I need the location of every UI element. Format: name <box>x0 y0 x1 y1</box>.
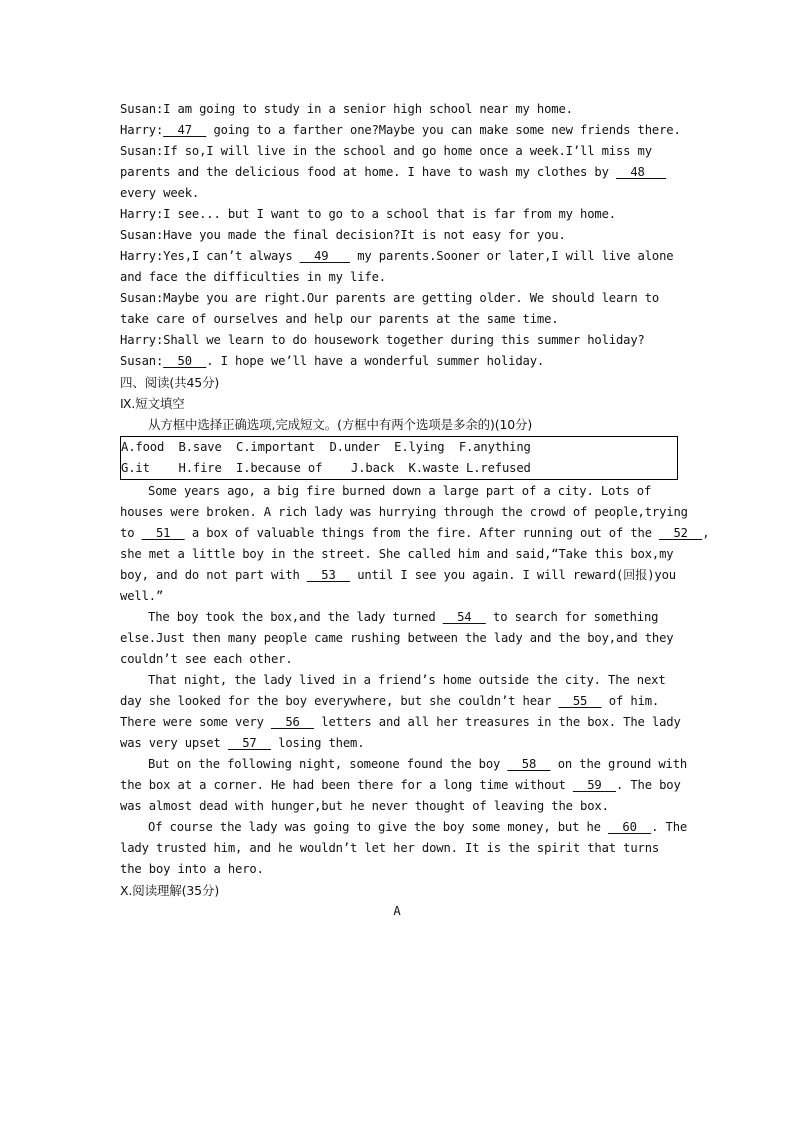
line-text: on the ground with <box>550 757 688 771</box>
line-text: Harry:Yes,I can’t always <box>120 249 300 263</box>
passage-block <box>120 481 710 880</box>
dialogue-line <box>120 288 680 309</box>
line-text: my parents.Sooner or later,I will live alone <box>350 249 674 263</box>
line-text: . The <box>651 820 688 834</box>
line-text: day she looked for the boy everywhere, but she couldn’t hear <box>120 694 559 708</box>
line-text: parents and the delicious food at home. I have to wash my clothes by <box>120 165 616 179</box>
passage-line <box>120 607 680 628</box>
passage-line <box>120 670 680 691</box>
line-text: was very upset <box>120 736 228 750</box>
answer-blank[interactable]: 54 <box>442 610 486 624</box>
line-text: the boy into a hero. <box>120 862 264 876</box>
passage-line <box>120 649 680 670</box>
passage-line <box>120 544 680 565</box>
passage-line <box>120 691 680 712</box>
dialogue-line <box>120 204 680 225</box>
line-text: losing them. <box>270 736 365 750</box>
options-box <box>120 436 678 480</box>
answer-blank[interactable]: 47 <box>163 123 207 137</box>
line-text: Susan:I am going to study in a senior high school near my home. <box>120 102 573 116</box>
section-ten-heading: Ⅹ.阅读理解(35分) <box>120 883 220 898</box>
options-row-1: A.food B.save C.important D.under E.lying F.anything <box>121 440 531 454</box>
line-text: a box of valuable things from the fire. After running out of the <box>184 526 660 540</box>
line-text: the box at a corner. He had been there for a long time without <box>120 778 573 792</box>
line-text: lady trusted him, and he wouldn’t let her down. It is the spirit that turns <box>120 841 660 855</box>
dialogue-line <box>120 330 680 351</box>
dialogue-line <box>120 120 680 141</box>
line-text: Of course the lady was going to give the boy some money, but he <box>148 820 608 834</box>
dialogue-line <box>120 183 680 204</box>
dialogue-line <box>120 162 680 183</box>
line-text: boy, and do not part with <box>120 568 307 582</box>
line-text: . The boy <box>615 778 681 792</box>
answer-blank[interactable]: 55 <box>558 694 602 708</box>
line-text: Susan:Have you made the final decision?It is not easy for you. <box>120 228 566 242</box>
line-text: couldn’t see each other. <box>120 652 293 666</box>
passage-line <box>120 523 710 544</box>
options-row-2: G.it H.fire I.because of J.back K.waste L.refused <box>121 461 531 475</box>
line-text: and face the difficulties in my life. <box>120 270 386 284</box>
dialogue-block <box>120 99 680 372</box>
passage-line <box>120 565 680 586</box>
answer-blank[interactable]: 59 <box>572 778 616 792</box>
line-text: houses were broken. A rich lady was hurrying through the crowd of people,trying <box>120 505 688 519</box>
line-text: , <box>702 526 710 540</box>
document-page <box>120 99 710 918</box>
line-text: of him. <box>601 694 660 708</box>
section-nine-heading: Ⅸ.短文填空 <box>120 396 185 411</box>
dialogue-line <box>120 309 680 330</box>
answer-blank[interactable]: 56 <box>270 715 315 729</box>
line-text: That night, the lady lived in a friend’s home outside the city. The next <box>148 673 666 687</box>
dialogue-line <box>120 225 680 246</box>
line-text: well.” <box>120 589 164 603</box>
line-text: There were some very <box>120 715 271 729</box>
answer-blank[interactable]: 52 <box>659 526 703 540</box>
dialogue-line <box>120 267 680 288</box>
answer-blank[interactable]: 50 <box>163 354 207 368</box>
line-text: take care of ourselves and help our parents at the same time. <box>120 312 559 326</box>
answer-blank[interactable]: 60 <box>608 820 652 834</box>
passage-line <box>120 628 680 649</box>
answer-blank[interactable]: 53 <box>306 568 350 582</box>
dialogue-line <box>120 351 680 372</box>
answer-blank[interactable]: 57 <box>227 736 271 750</box>
passage-line <box>120 502 688 523</box>
line-text: Susan:If so,I will live in the school and go home once a week.I’ll miss my <box>120 144 652 158</box>
dialogue-line <box>120 99 680 120</box>
dialogue-line <box>120 246 680 267</box>
line-text: Harry:Shall we learn to do housework together during this summer holiday? <box>120 333 645 347</box>
passage-line <box>120 712 680 733</box>
passage-line <box>120 859 680 880</box>
passage-line <box>120 586 680 607</box>
line-text: Harry:I see... but I want to go to a school that is far from my home. <box>120 207 616 221</box>
passage-line <box>120 481 680 502</box>
line-text: Harry: <box>120 123 164 137</box>
line-text: every week. <box>120 186 200 200</box>
line-text: to <box>120 526 142 540</box>
passage-line <box>120 838 680 859</box>
passage-line <box>120 775 680 796</box>
line-text: The boy took the box,and the lady turned <box>148 610 443 624</box>
passage-line <box>120 733 680 754</box>
line-text: was almost dead with hunger,but he never thought of leaving the box. <box>120 799 609 813</box>
line-text: else.Just then many people came rushing between the lady and the boy,and they <box>120 631 674 645</box>
line-text: going to a farther one?Maybe you can make some new friends there. <box>206 123 681 137</box>
line-text: Susan: <box>120 354 164 368</box>
answer-blank[interactable]: 58 <box>507 757 551 771</box>
answer-blank[interactable]: 48 <box>615 165 667 179</box>
passage-line <box>120 817 688 838</box>
line-text: Susan:Maybe you are right.Our parents are getting older. We should learn to <box>120 291 660 305</box>
answer-blank[interactable]: 51 <box>141 526 185 540</box>
part-label: A <box>393 904 401 918</box>
line-text: to search for something <box>485 610 659 624</box>
passage-line <box>120 754 688 775</box>
line-text: letters and all her treasures in the box. The lady <box>314 715 681 729</box>
line-text: But on the following night, someone found the boy <box>148 757 508 771</box>
dialogue-line <box>120 141 680 162</box>
line-text: . I hope we’ll have a wonderful summer holiday. <box>206 354 545 368</box>
line-text: she met a little boy in the street. She called him and said,“Take this box,my <box>120 547 674 561</box>
passage-line <box>120 796 680 817</box>
line-text: until I see you again. I will reward(回报)you <box>350 568 676 582</box>
instruction-text: 从方框中选择正确选项,完成短文。(方框中有两个选项是多余的)(10分) <box>148 417 533 432</box>
section-four-heading: 四、阅读(共45分) <box>120 375 220 390</box>
answer-blank[interactable]: 49 <box>299 249 350 263</box>
line-text: Some years ago, a big fire burned down a large part of a city. Lots of <box>148 484 652 498</box>
